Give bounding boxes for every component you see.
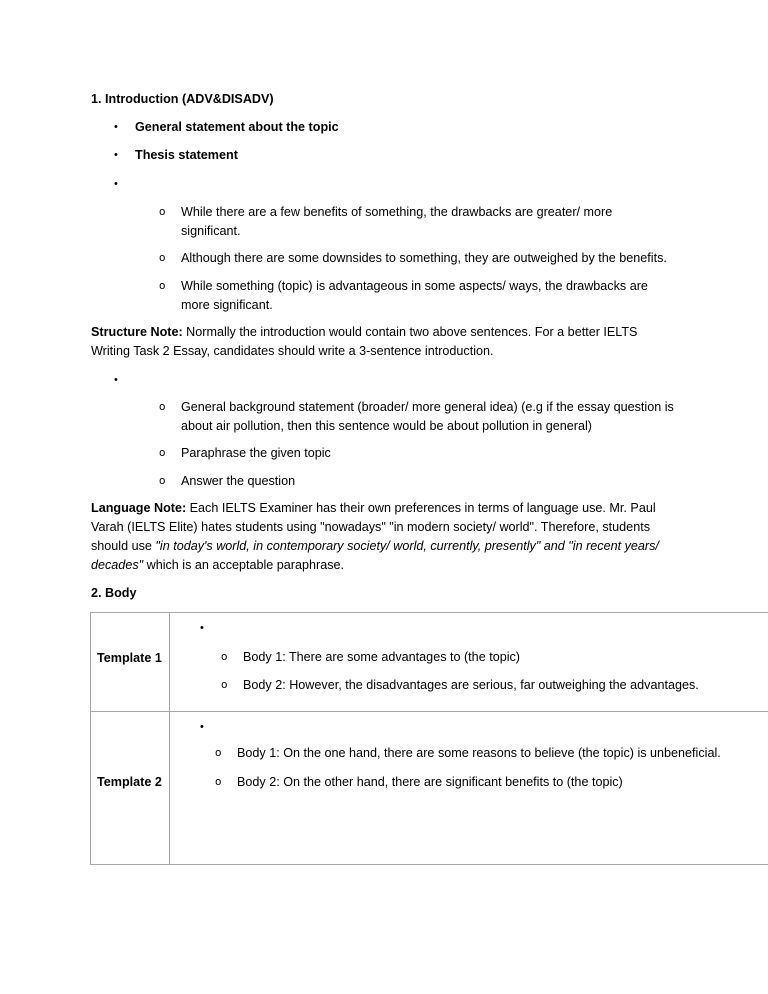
- template-2-label: Template 2: [97, 775, 162, 789]
- template-content-cell: [170, 712, 768, 865]
- template-2-body-2: Body 2: On the other hand, there are significant benefits to (the topic): [237, 775, 623, 789]
- body-templates-table: [90, 612, 768, 865]
- circle-bullet-icon: o: [159, 280, 166, 292]
- thesis-option-3: While something (topic) is advantageous in some aspects/ ways, the drawbacks are more significant.: [181, 279, 648, 312]
- template-1-body-1: Body 1: There are some advantages to (the topic): [243, 650, 520, 664]
- thesis-option-2: Although there are some downsides to something, they are outweighed by the benefits.: [181, 251, 667, 265]
- bullet-icon: •: [114, 178, 118, 190]
- intro-sentence-1: General background statement (broader/ more general idea) (e.g if the essay question is about air pollution, then this sentence would be about pollution in general): [181, 400, 674, 433]
- body-heading: 2. Body: [91, 586, 137, 600]
- circle-bullet-icon: o: [159, 252, 166, 264]
- template-2-body-1: Body 1: On the one hand, there are some reasons to believe (the topic) is unbeneficial.: [237, 746, 721, 760]
- table-row: [91, 712, 768, 865]
- language-note-text-2: which is an acceptable paraphrase.: [143, 558, 345, 572]
- circle-bullet-icon: o: [159, 206, 166, 218]
- circle-bullet-icon: o: [159, 401, 166, 413]
- circle-bullet-icon: o: [159, 475, 166, 487]
- template-1-label: Template 1: [97, 651, 162, 665]
- language-note: [91, 499, 685, 575]
- template-content-cell: [170, 613, 768, 712]
- bullet-general-statement: General statement about the topic: [135, 120, 339, 134]
- introduction-heading: 1. Introduction (ADV&DISADV): [91, 92, 274, 106]
- language-note-label: Language Note:: [91, 501, 187, 515]
- bullet-icon: •: [114, 149, 118, 161]
- language-note-italic: "in today's world, in contemporary society/ world, currently, presently" and "in recent years/ decades": [91, 539, 659, 572]
- intro-sentence-3: Answer the question: [181, 474, 296, 488]
- intro-sentence-2: Paraphrase the given topic: [181, 446, 331, 460]
- table-row: [91, 613, 768, 712]
- bullet-icon: •: [114, 374, 118, 386]
- language-note-text-1: Each IELTS Examiner has their own preferences in terms of language use. Mr. Paul Varah (IELTS Elite) hates students using "nowadays" "in modern society/ world". Therefore, students should use: [91, 501, 656, 553]
- template-label-cell: [91, 712, 170, 865]
- circle-bullet-icon: o: [221, 679, 228, 691]
- bullet-icon: •: [200, 721, 204, 733]
- template-1-body-2: Body 2: However, the disadvantages are serious, far outweighing the advantages.: [243, 678, 699, 692]
- structure-note-label: Structure Note:: [91, 325, 183, 339]
- bullet-thesis-statement: Thesis statement: [135, 148, 238, 162]
- circle-bullet-icon: o: [215, 747, 222, 759]
- circle-bullet-icon: o: [215, 776, 222, 788]
- structure-note-text: Normally the introduction would contain two above sentences. For a better IELTS Writing Task 2 Essay, candidates should write a 3-sentence introduction.: [91, 325, 638, 358]
- circle-bullet-icon: o: [159, 447, 166, 459]
- bullet-icon: •: [114, 121, 118, 133]
- circle-bullet-icon: o: [221, 651, 228, 663]
- thesis-option-1: While there are a few benefits of something, the drawbacks are greater/ more significant.: [181, 205, 613, 238]
- template-label-cell: [91, 613, 170, 712]
- bullet-icon: •: [200, 622, 204, 634]
- structure-note: [91, 323, 651, 361]
